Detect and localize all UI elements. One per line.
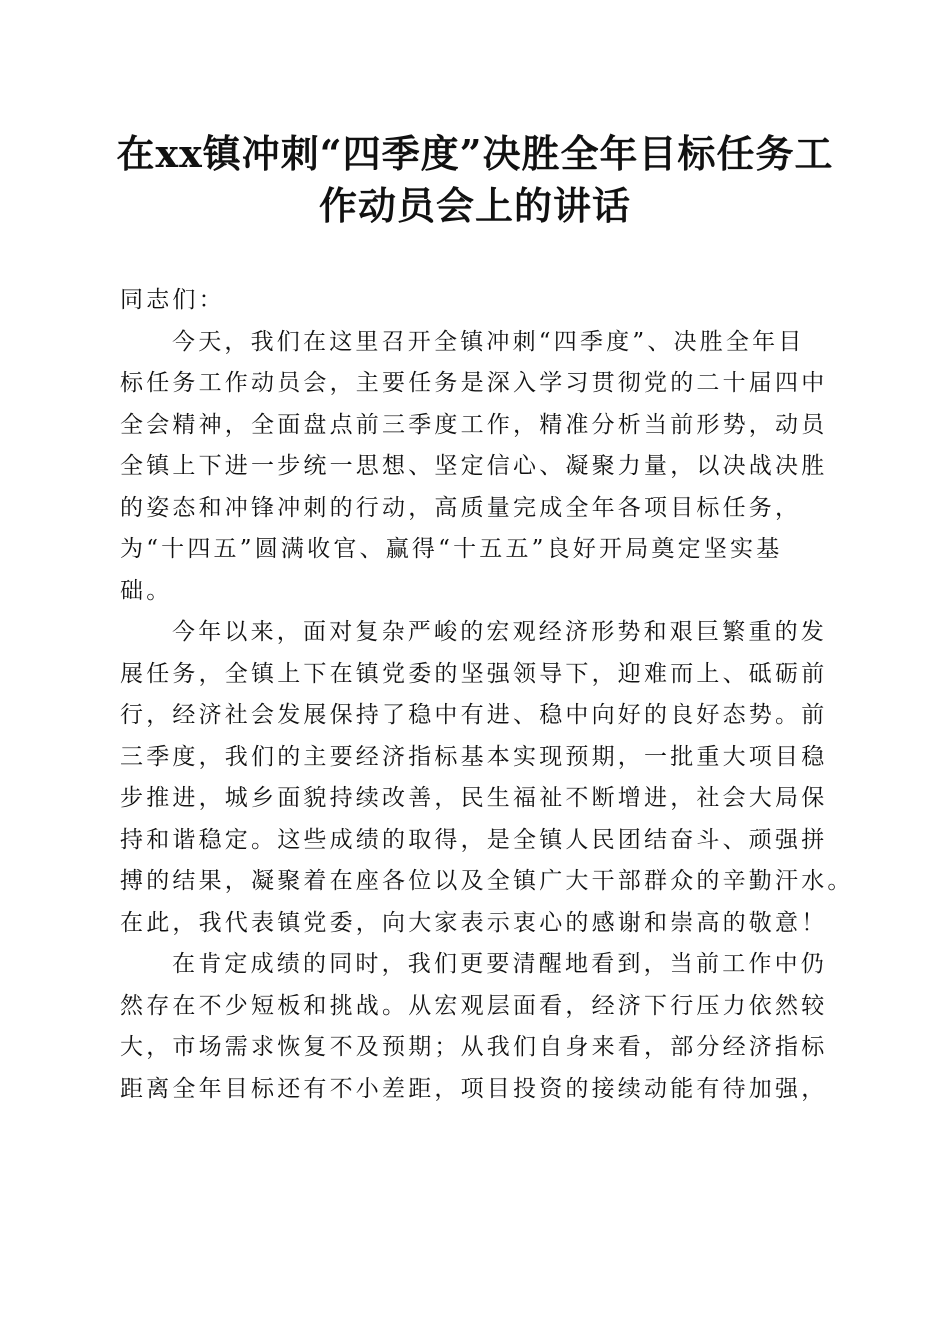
- paragraph-line: 步推进，城乡面貌持续改善，民生福祉不断增进，社会大局保: [120, 785, 828, 811]
- paragraph-1: [120, 322, 832, 613]
- paragraph-line: 展任务，全镇上下在镇党委的坚强领导下，迎难而上、砥砺前: [120, 660, 828, 687]
- paragraph-line: 在肯定成绩的同时，我们更要清醒地看到，当前工作中仍: [172, 951, 827, 977]
- paragraph-line: 础。: [120, 577, 173, 604]
- document-body: [120, 280, 854, 1110]
- paragraph-line: 大，市场需求恢复不及预期；从我们自身来看，部分经济指标: [120, 1034, 828, 1060]
- paragraph-line: 行，经济社会发展保持了稳中有进、稳中向好的良好态势。前: [120, 702, 828, 728]
- paragraph-line: 今天，我们在这里召开全镇冲刺“四季度”、决胜全年目: [172, 328, 805, 355]
- document-title: [100, 128, 850, 232]
- paragraph-line: 全会精神，全面盘点前三季度工作，精准分析当前形势，动员: [120, 411, 828, 438]
- paragraph-line: 的姿态和冲锋冲刺的行动，高质量完成全年各项目标任务，: [120, 494, 802, 521]
- paragraph-line: 持和谐稳定。这些成绩的取得，是全镇人民团结奋斗、顽强拼: [120, 826, 828, 853]
- title-line-1: 在xx镇冲刺“四季度”决胜全年目标任务工: [116, 131, 834, 176]
- paragraph-2: [120, 612, 854, 944]
- paragraph-line: 全镇上下进一步统一思想、坚定信心、凝聚力量，以决战决胜: [120, 453, 828, 479]
- paragraph-line: 今年以来，面对复杂严峻的宏观经济形势和艰巨繁重的发: [172, 619, 827, 645]
- title-line-2: 作动员会上的讲话: [318, 183, 631, 228]
- paragraph-line: 距离全年目标还有不小差距，项目投资的接续动能有待加强，: [120, 1075, 828, 1102]
- salutation: 同志们：: [120, 287, 225, 313]
- paragraph-line: 标任务工作动员会，主要任务是深入学习贯彻党的二十届四中: [120, 370, 828, 396]
- paragraph-line: 在此，我代表镇党委，向大家表示衷心的感谢和崇高的敬意！: [120, 909, 828, 936]
- paragraph-line: 三季度，我们的主要经济指标基本实现预期，一批重大项目稳: [120, 743, 828, 770]
- paragraph-line: 然存在不少短板和挑战。从宏观层面看，经济下行压力依然较: [120, 992, 828, 1019]
- paragraph-3: [120, 944, 832, 1110]
- paragraph-line: 搏的结果，凝聚着在座各位以及全镇广大干部群众的辛勤汗水。: [120, 868, 854, 894]
- paragraph-line: 为“十四五”圆满收官、赢得“十五五”良好开局奠定坚实基: [120, 536, 783, 562]
